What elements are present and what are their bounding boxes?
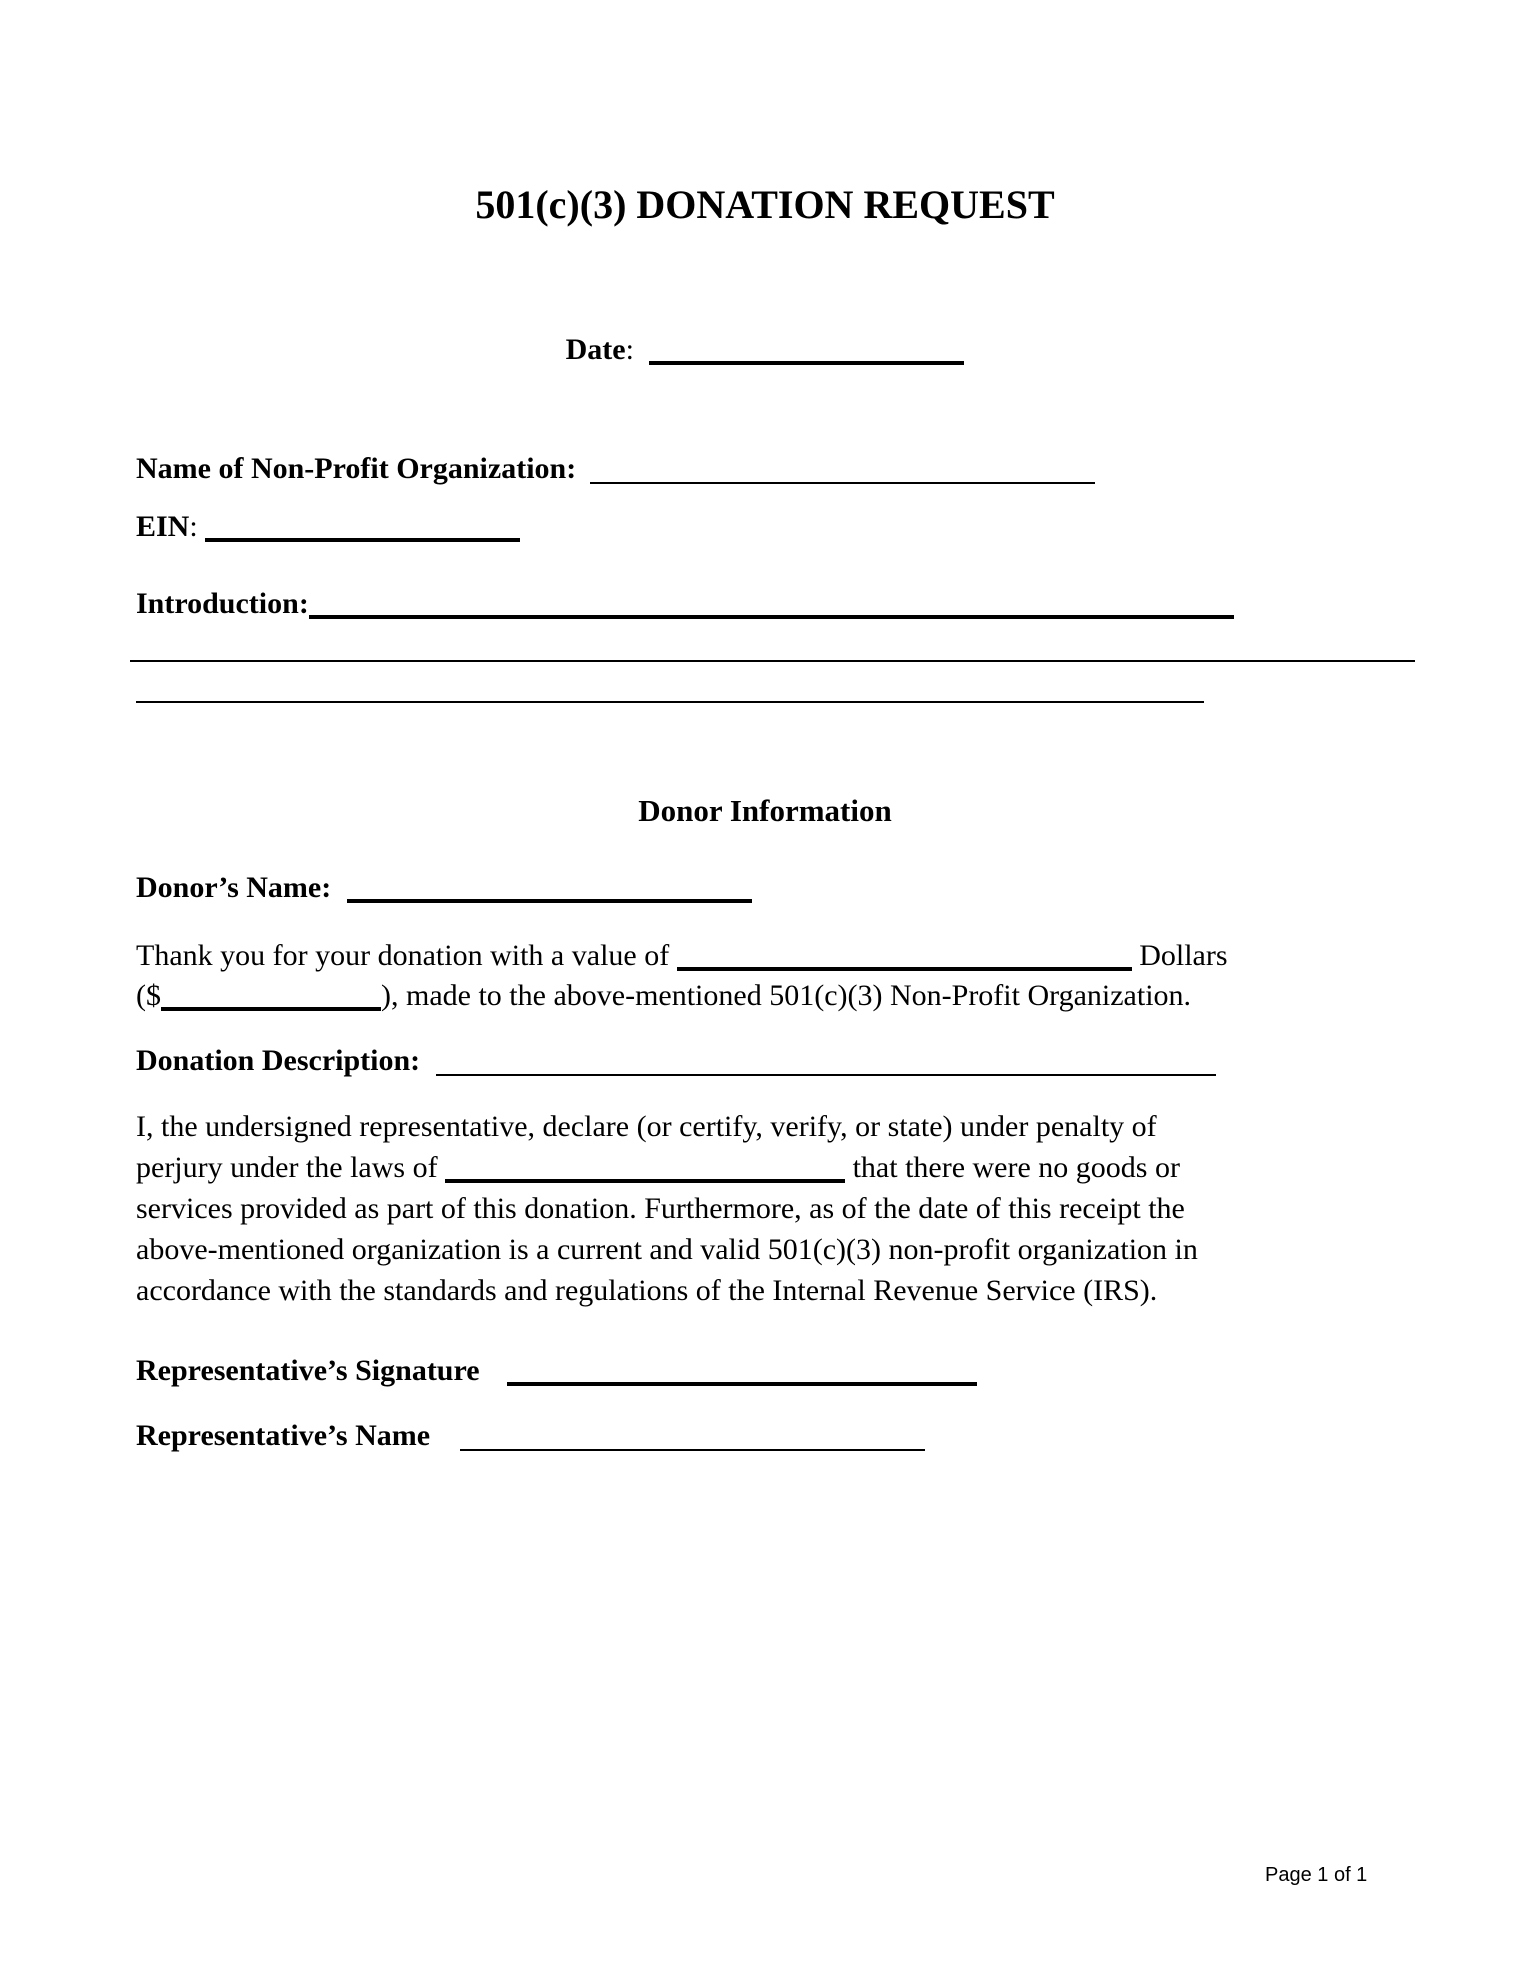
ein-blank-line <box>205 524 520 542</box>
donor-name-row <box>136 868 752 908</box>
introduction-blank-line-2 <box>130 660 1415 662</box>
donation-description-row <box>136 1041 1216 1081</box>
org-name-blank-line <box>590 468 1095 484</box>
donation-value-line-2 <box>136 976 1228 1016</box>
introduction-label: Introduction: <box>136 587 309 620</box>
declaration-goods-text: that there were no goods or <box>852 1151 1180 1184</box>
dollar-amount-prefix: ($ <box>136 979 161 1012</box>
representative-signature-label: Representative’s Signature <box>136 1354 480 1387</box>
donation-value-paragraph <box>136 936 1228 1016</box>
donation-value-line-1 <box>136 936 1228 976</box>
ein-row <box>136 507 520 547</box>
donor-name-blank-line <box>347 885 752 903</box>
declaration-laws-text: perjury under the laws of <box>136 1151 438 1184</box>
representative-name-blank-line <box>460 1435 925 1451</box>
declaration-line-1: I, the undersigned representative, declare (or certify, verify, or state) under penalty of <box>136 1110 1157 1143</box>
ein-colon: : <box>189 510 198 543</box>
page-number: Page 1 of 1 <box>1265 1864 1368 1886</box>
donation-description-blank-line <box>436 1060 1216 1076</box>
donation-value-text: Thank you for your donation with a value of <box>136 939 670 972</box>
declaration-line-4: above-mentioned organization is a current and valid 501(c)(3) non-profit organization in <box>136 1233 1198 1266</box>
dollar-amount-blank-line <box>161 993 381 1011</box>
introduction-blank-line <box>309 601 1234 619</box>
declaration-paragraph <box>136 1106 1198 1311</box>
date-colon: : <box>625 333 634 366</box>
form-title: 501(c)(3) DONATION REQUEST <box>475 182 1055 227</box>
dollar-amount-text: ), made to the above-mentioned 501(c)(3) Non-Profit Organization. <box>381 979 1192 1012</box>
introduction-blank-line-3 <box>136 701 1204 703</box>
date-blank-line <box>649 347 964 365</box>
donation-value-blank-line <box>677 953 1132 971</box>
representative-signature-blank-line <box>507 1368 977 1386</box>
introduction-row <box>136 584 1234 624</box>
donor-information-heading: Donor Information <box>638 793 892 828</box>
representative-name-label: Representative’s Name <box>136 1419 431 1452</box>
donation-value-suffix: Dollars <box>1139 939 1228 972</box>
org-name-row <box>136 449 1095 489</box>
declaration-line-5: accordance with the standards and regulations of the Internal Revenue Service (IRS). <box>136 1274 1158 1307</box>
declaration-line-3: services provided as part of this donation. Furthermore, as of the date of this receipt the <box>136 1192 1185 1225</box>
date-label: Date <box>565 333 626 366</box>
donor-name-label: Donor’s Name: <box>136 871 332 904</box>
laws-blank-line <box>445 1165 845 1183</box>
representative-signature-row <box>136 1351 977 1391</box>
representative-name-row <box>136 1416 925 1456</box>
donation-description-label: Donation Description: <box>136 1044 421 1077</box>
date-row <box>0 330 1530 370</box>
org-name-label: Name of Non-Profit Organization: <box>136 452 577 485</box>
ein-label: EIN <box>136 510 190 543</box>
declaration-line-2 <box>136 1147 1198 1188</box>
